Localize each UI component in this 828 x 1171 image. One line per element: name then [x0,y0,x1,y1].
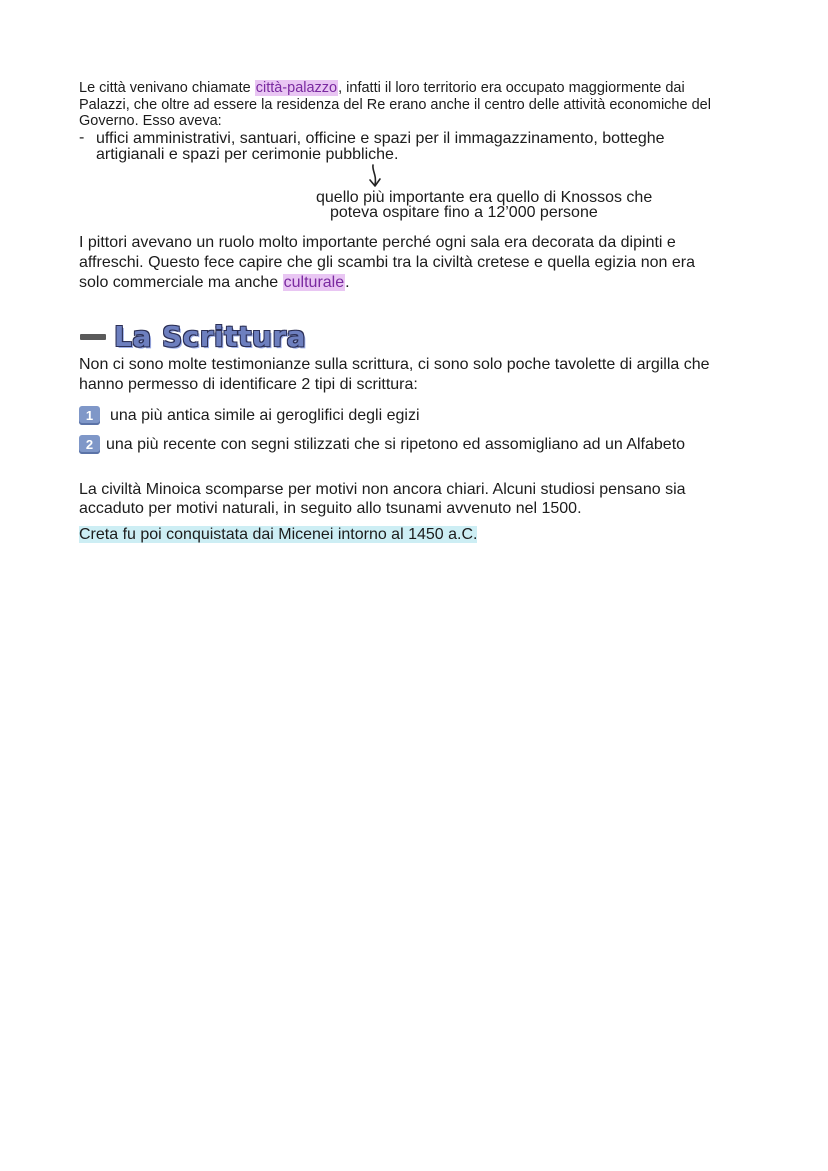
paragraph4-line2: accaduto per motivi naturali, in seguito allo tsunami avvenuto nel 1500. [79,500,582,517]
list-item: una più antica simile ai geroglifici degli egizi [110,407,420,424]
paragraph4-line1: La civiltà Minoica scomparse per motivi non ancora chiari. Alcuni studiosi pensano sia [79,481,686,498]
bullet-line2: artigianali e spazi per cerimonie pubbliche. [96,146,399,163]
list-item: una più recente con segni stilizzati che si ripetono ed assomigliano ad un Alfabeto [106,436,686,453]
highlight-citta-palazzo: città-palazzo [255,80,338,96]
paragraph3-line1: Non ci sono molte testimonianze sulla scrittura, ci sono solo poche tavolette di argilla che [79,356,710,373]
section-title: La Scrittura [114,319,307,353]
number-one-icon: 1 [79,406,100,425]
note-line1: quello più importante era quello di Knossos che [316,189,653,206]
paragraph3-line2: hanno permesso di identificare 2 tipi di scrittura: [79,376,418,393]
bullet-line1: uffici amministrativi, santuari, officine e spazi per il immagazzinamento, botteghe [96,130,665,147]
paragraph1-line3: Governo. Esso aveva: [79,113,222,129]
section-heading [80,316,306,356]
conclusion [79,525,477,545]
highlight-conclusion: Creta fu poi conquistata dai Micenei intorno al 1450 a.C. [79,526,478,543]
paragraph2-line3: solo commerciale ma anche culturale. [79,274,350,291]
bullet-marker: - [79,129,85,146]
note-line2: poteva ospitare fino a 12’000 persone [330,204,598,221]
paragraph2-line1: I pittori avevano un ruolo molto importante perché ogni sala era decorata da dipinti e [79,234,676,251]
highlight-culturale: culturale [283,274,345,291]
down-arrow-icon [365,163,385,189]
paragraph1-line1: Le città venivano chiamate città-palazzo, infatti il loro territorio era occupato maggiormente dai [79,80,685,96]
paragraph2-line2: affreschi. Questo fece capire che gli scambi tra la civiltà cretese e quella egizia non era [79,254,696,271]
number-two-icon: 2 [79,435,100,454]
paragraph1-line2: Palazzi, che oltre ad essere la residenza del Re erano anche il centro delle attività economiche del [79,97,711,113]
heading-dash [80,334,106,340]
